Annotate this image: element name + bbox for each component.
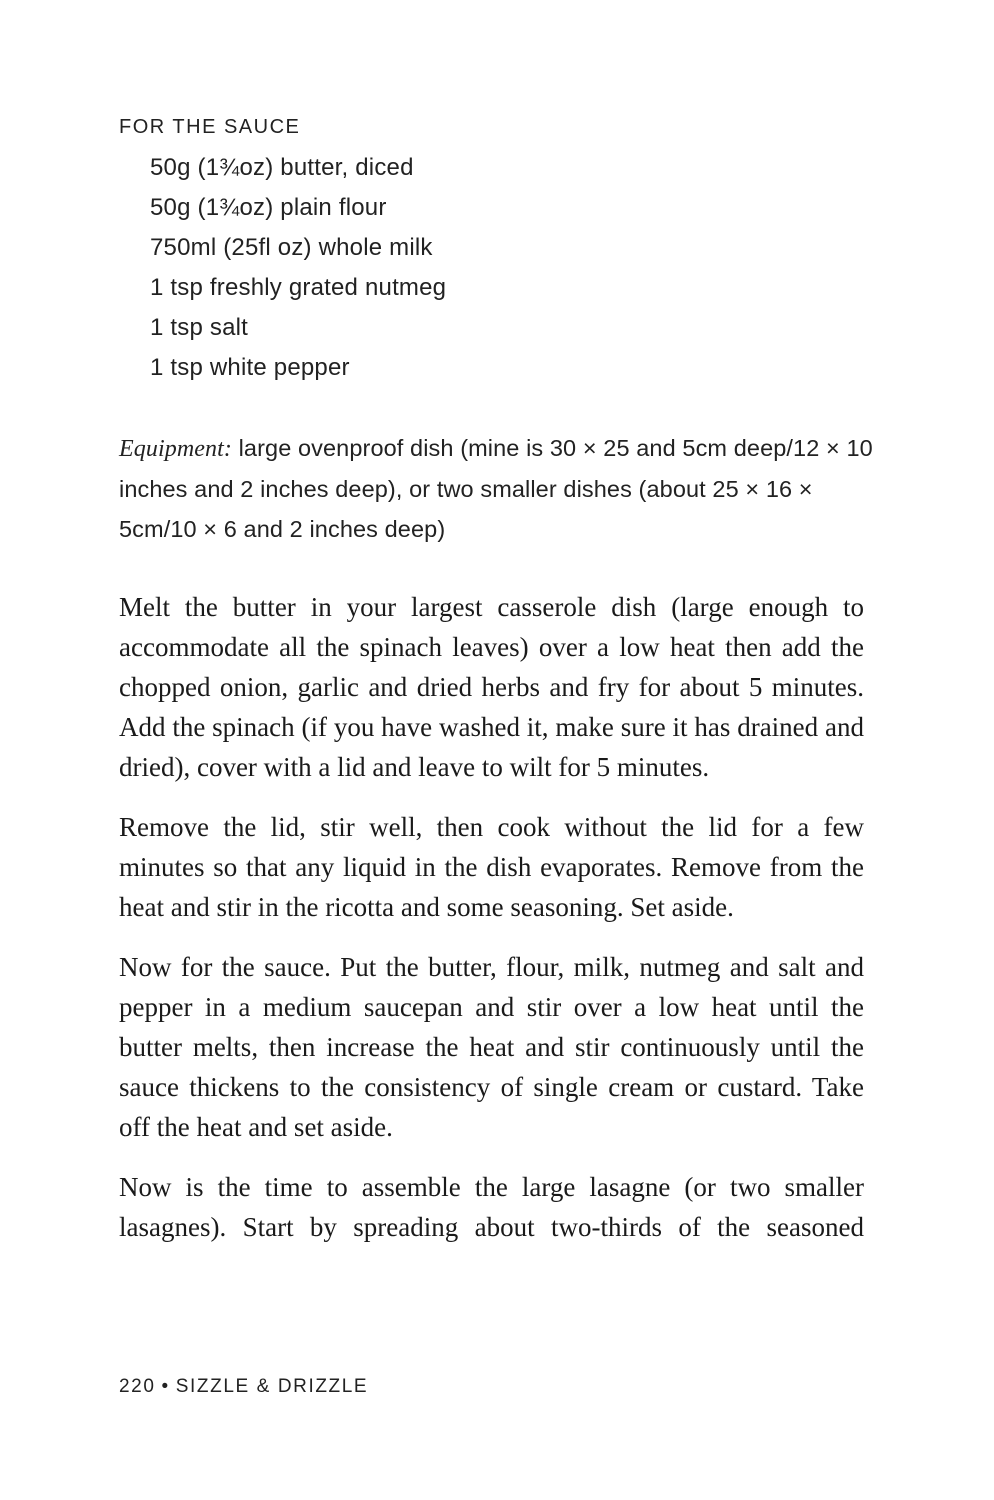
footer-separator: •	[161, 1376, 170, 1397]
method-paragraph: Now for the sauce. Put the butter, flour, milk, nutmeg and salt and pepper in a medium saucepan and stir over a low heat until the butter melts, then increase the heat and stir continuously until the sauce thickens to the consistency of single cream or custard. Take off the heat and set aside.	[119, 952, 864, 1142]
page-footer	[119, 1376, 368, 1398]
book-title: SIZZLE & DRIZZLE	[175, 1376, 369, 1397]
method-text	[119, 587, 864, 1267]
page-number: 220	[119, 1376, 156, 1397]
sauce-section-heading: FOR THE SAUCE	[119, 116, 301, 138]
ingredient-item: 1 tsp salt	[150, 314, 249, 341]
equipment-label: Equipment:	[119, 436, 232, 462]
method-paragraph: Remove the lid, stir well, then cook without the lid for a few minutes so that any liquid in the dish evaporates. Remove from the heat and stir in the ricotta and some seasoning. Set aside.	[119, 812, 864, 922]
equipment-note	[119, 428, 879, 549]
method-paragraph: Melt the butter in your largest casserole dish (large enough to accommodate all the spinach leaves) over a low heat then add the chopped onion, garlic and dried herbs and fry for about 5 minutes. Add the spinach (if you have washed it, make sure it has drained and dried), cover with a lid and leave to wilt for 5 minutes.	[119, 592, 864, 782]
sauce-ingredient-list	[150, 150, 446, 390]
equipment-text: large ovenproof dish (mine is 30 × 25 and 5cm deep/12 × 10 inches and 2 inches deep), or two smaller dishes (about 25 × 16 × 5cm/10 × 6 and 2 inches deep)	[119, 435, 873, 542]
ingredient-item: 50g (1¾oz) butter, diced	[150, 154, 414, 181]
ingredient-item: 1 tsp white pepper	[150, 354, 350, 381]
ingredient-item: 1 tsp freshly grated nutmeg	[150, 274, 447, 301]
ingredient-item: 750ml (25fl oz) whole milk	[150, 234, 433, 261]
ingredient-item: 50g (1¾oz) plain flour	[150, 194, 387, 221]
method-paragraph: Now is the time to assemble the large lasagne (or two smaller lasagnes). Start by spreading about two-thirds of the seasoned	[119, 1172, 864, 1242]
